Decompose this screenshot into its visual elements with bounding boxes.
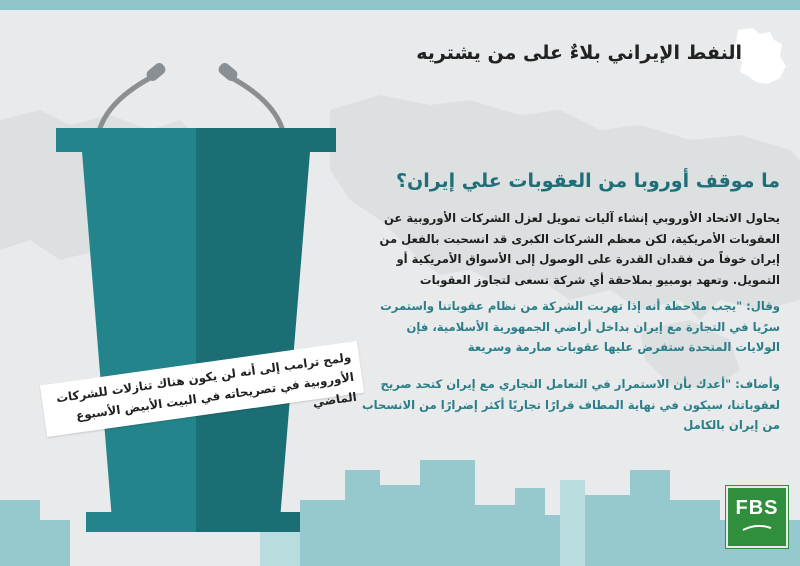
logo-swoosh-icon (742, 524, 772, 532)
page-title: النفط الإيراني بلاءٌ على من يشتريه (416, 42, 742, 64)
microphone-right (216, 61, 282, 128)
paragraph-pompeo-quote-1: وقال: "يجب ملاحظة أنه إذا تهربت الشركة من نظام عقوباتنا واستمرت سرًيا في التجارة مع إيران بداخل أراضي الجمهورية الأسلامية، فإن الولايات المتحدة ستفرض عليها عقوبات صارمة وسريعة (380, 299, 780, 354)
fbs-logo (726, 486, 788, 548)
podium-body (56, 128, 336, 532)
microphone-left (100, 61, 168, 128)
logo-text: FBS (735, 497, 779, 519)
quote-text: ولمح ترامب إلى أنه لن يكون هناك تنازلات للشركات الأوروبية في تصريحاته في البيت الأبيض الأسبوع الماضي (55, 350, 358, 423)
paragraph-pompeo-quote-2: وأضاف: "أعدك بأن الاستمرار في التعامل التجاري مع إيران كتحد صريح لعقوباتنا، سيكون في نهاية المطاف قرارًا تجاريًا أكثر إضرارًا من الانسحاب من إيران بالكامل (361, 377, 780, 432)
section-title: ما موقف أوروبا من العقوبات علي إيران؟ (395, 170, 780, 192)
paragraph-europe-efforts: يحاول الاتحاد الأوروبي إنشاء آليات تمويل لعزل الشركات الأوروبية عن العقوبات الأمريكية، لكن معظم الشركات الكبرى قد انسحبت بالفعل من إيران خوفاً من فقدان القدرة على الوصول إلى الأسواق الأمريكية أو التمويل. وتعهد بومبيو بملاحقة أي شركة تسعى لتجاوز العقوبات (379, 211, 780, 287)
